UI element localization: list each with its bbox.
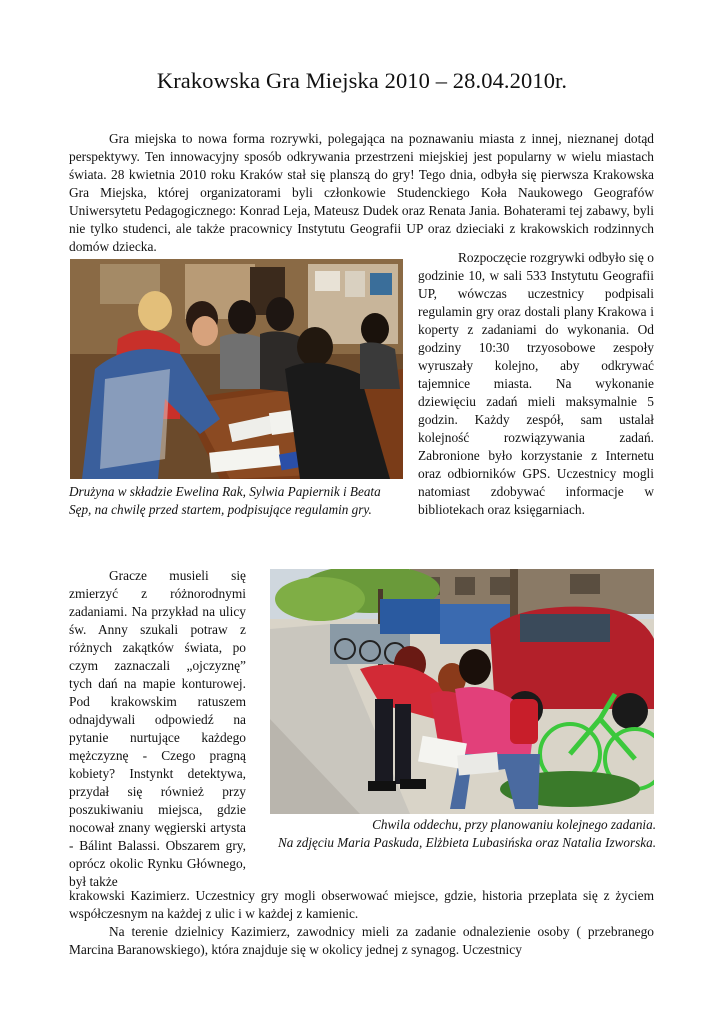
start-paragraph: Rozpoczęcie rozgrywki odbyło się o godzinie 10, w sali 533 Instytutu Geografii UP, wówczas uczestnicy podpisali regulamin gry oraz dostali plany Krakowa i koperty z zadaniami do wykonania. Od godziny 10:30 trzyosobowe zespoły wyruszały kolejno, aby odkrywać tajemnice miasta. Na wykonanie dziewięciu zadań mieli maksymalnie 5 godzin. Każdy zespół, sam ustalał kolejność rozwiązywania zadań. Zabronione było korzystanie z Internetu oraz odbiorników GPS. Uczestnicy mogli natomiast zdobywać informacje w bibliotekach oraz księgarniach.: [418, 250, 654, 517]
photo-street-planning: [270, 569, 654, 814]
tasks-paragraph: Gracze musieli się zmierzyć z różnorodnymi zadaniami. Na przykład na ulicy św. Anny szukali potraw z różnych zakątków świata, po czym zaznaczali „ojczyznę” tych dań na mapie konturowej. Pod krakowskim ratuszem odnajdywali odpowiedź na pytanie nurtujące każdego mężczyznę - Czego pragną kobiety? Instynkt detektywa, przydał się również przy poszukiwaniu miejsca, gdzie nocował znany węgierski artysta - Bálint Balassi. Obszarem gry, oprócz okolic Rynku Głównego, był także: [69, 568, 246, 889]
tasks-continued-paragraph: krakowski Kazimierz. Uczestnicy gry mogli obserwować miejsce, gdzie, historia przeplata się z życiem współczesnym na każdej z ulic i w każdej z kamienic.: [69, 888, 654, 921]
photo-team-signing: [70, 259, 403, 479]
photo2-caption-line1: Chwila oddechu, przy planowaniu kolejnego zadania.: [372, 817, 656, 832]
kazimierz-paragraph: Na terenie dzielnicy Kazimierz, zawodnicy mieli za zadanie odnalezienie osoby ( przebranego Marcina Baranowskiego), która znajduje się w okolicy jednej z synagog. Uczestnicy: [69, 924, 654, 957]
intro-paragraph: Gra miejska to nowa forma rozrywki, polegająca na poznawaniu miasta z innej, nieznanej dotąd perspektywy. Ten innowacyjny sposób odkrywania przestrzeni miejskiej jest popularny w wielu miastach świata. 28 kwietnia 2010 roku Kraków stał się planszą do gry! Tego dnia, odbyła się pierwsza Krakowska Gra Miejska, której organizatorami byli członkowie Studenckiego Koła Naukowego Geografów Uniwersytetu Pedagogicznego: Konrad Leja, Mateusz Dudek oraz Renata Jania. Bohaterami tej zabawy, byli nie tylko studenci, ale także pracownicy Instytutu Geografii UP oraz dzieciaki z krakowskich rodzinnych domów dziecka.: [69, 131, 654, 254]
page-title: Krakowska Gra Miejska 2010 – 28.04.2010r.: [156, 68, 568, 93]
photo2-caption: [274, 816, 656, 852]
photo2-caption-line2: Na zdjęciu Maria Paskuda, Elżbieta Lubasińska oraz Natalia Izworska.: [277, 835, 656, 850]
photo1-caption: Drużyna w składzie Ewelina Rak, Sylwia Papiernik i Beata Sęp, na chwilę przed startem, podpisujące regulamin gry.: [69, 484, 381, 517]
